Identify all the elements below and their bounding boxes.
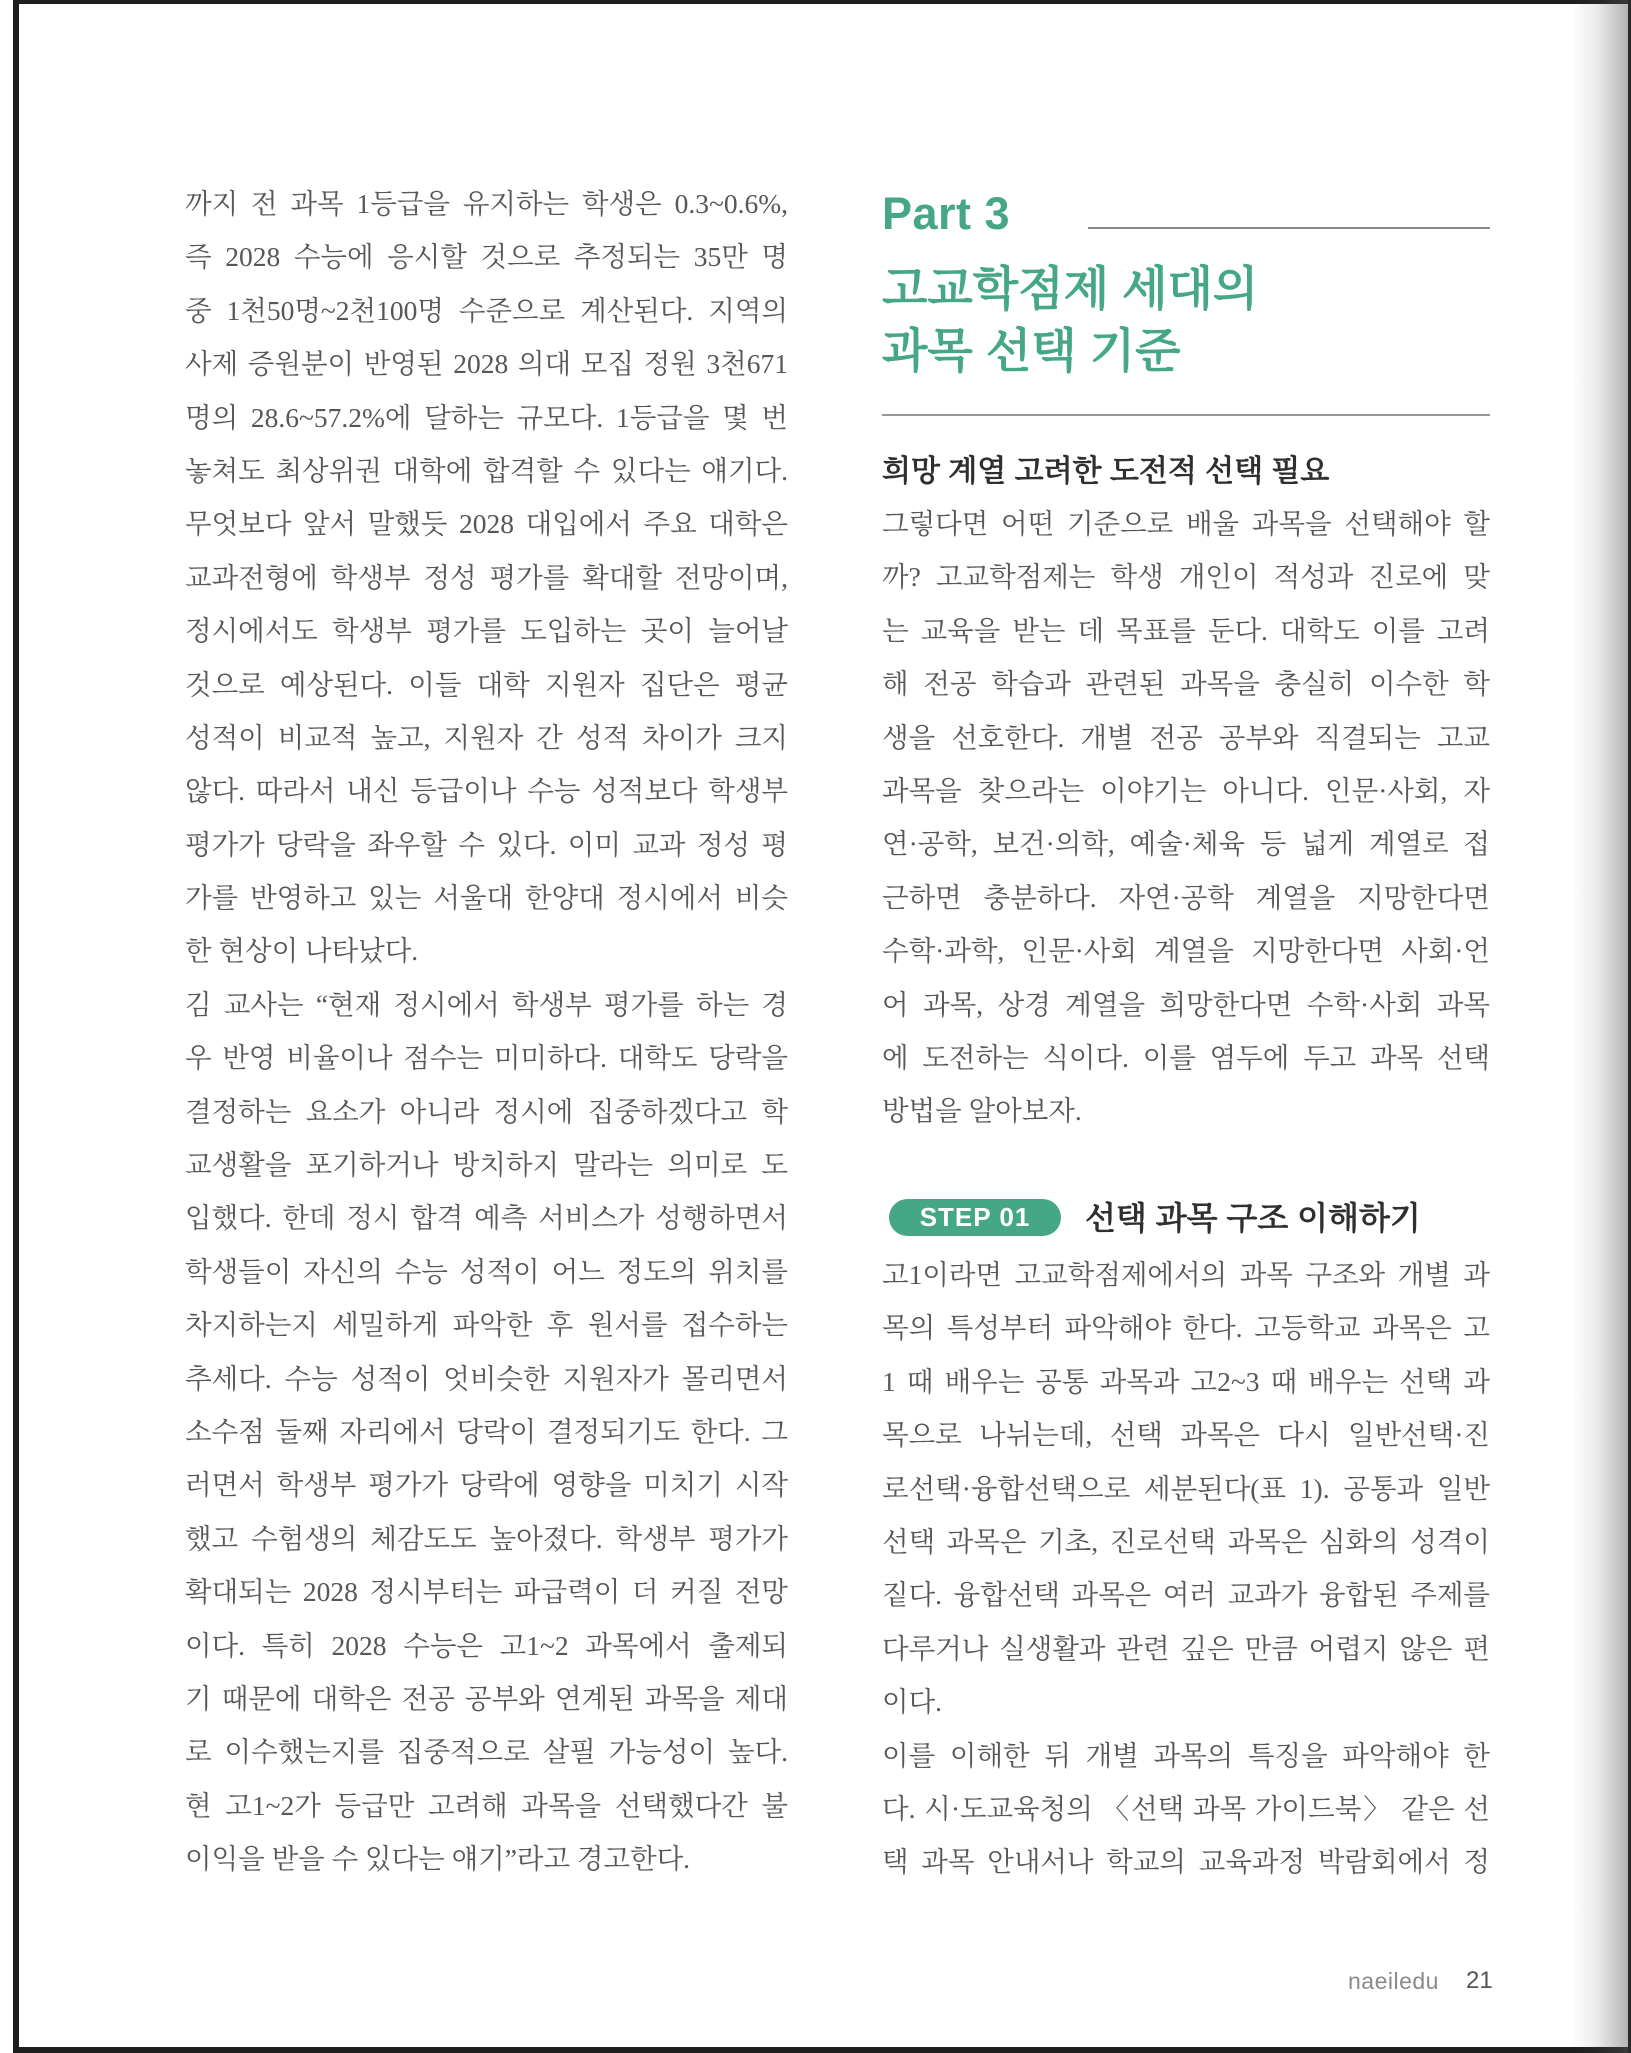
- text-line: 놓쳐도 최상위권 대학에 합격할 수 있다는 얘기다.: [185, 454, 788, 486]
- footer-page-number: 21: [1466, 1967, 1493, 1994]
- text-line: 생을 선호한다. 개별 전공 공부와 직결되는 고교: [882, 721, 1490, 753]
- text-line: 선택 과목은 기초, 진로선택 과목은 심화의 성격이: [882, 1525, 1490, 1557]
- step-badge: [889, 1199, 1061, 1236]
- text-line: 않다. 따라서 내신 등급이나 수능 성적보다 학생부: [185, 775, 788, 807]
- text-line: 그렇다면 어떤 기준으로 배울 과목을 선택해야 할: [882, 508, 1490, 539]
- text-line: 즉 2028 수능에 응시할 것으로 추정되는 35만 명: [185, 241, 788, 273]
- text-line: 명의 28.6~57.2%에 달하는 규모다. 1등급을 몇 번: [185, 401, 788, 433]
- step-heading: 선택 과목 구조 이해하기: [1085, 1200, 1421, 1236]
- text-line: 이를 이해한 뒤 개별 과목의 특징을 파악해야 한: [882, 1739, 1490, 1771]
- page-edge-shadow: [1572, 0, 1628, 2053]
- page-border-bottom: [13, 2047, 1631, 2053]
- text-line: 가를 반영하고 있는 서울대 한양대 정시에서 비슷: [185, 882, 788, 914]
- text-line: 학생들이 자신의 수능 성적이 어느 정도의 위치를: [185, 1255, 788, 1287]
- text-line: 추세다. 수능 성적이 엇비슷한 지원자가 몰리면서: [185, 1362, 788, 1394]
- text-line: 평가가 당락을 좌우할 수 있다. 이미 교과 정성 평: [185, 828, 788, 860]
- text-line: 우 반영 비율이나 점수는 미미하다. 대학도 당락을: [185, 1042, 788, 1074]
- text-line: 다. 시·도교육청의 〈선택 과목 가이드북〉 같은 선: [882, 1792, 1490, 1824]
- text-line: 는 교육을 받는 데 목표를 둔다. 대학도 이를 고려: [882, 614, 1490, 646]
- text-line: 것으로 예상된다. 이들 대학 지원자 집단은 평균: [185, 668, 788, 700]
- text-line: 확대되는 2028 정시부터는 파급력이 더 커질 전망: [185, 1576, 788, 1608]
- right-column-text-2: [882, 1248, 1490, 1889]
- step-badge-label: STEP 01: [919, 1202, 1031, 1232]
- text-line: 소수점 둘째 자리에서 당락이 결정되기도 한다. 그: [185, 1415, 788, 1447]
- text-line: 까지 전 과목 1등급을 유지하는 학생은 0.3~0.6%,: [185, 188, 788, 219]
- page-border-left: [13, 0, 19, 2053]
- text-line: 다루거나 실생활과 관련 깊은 만큼 어렵지 않은 편: [882, 1632, 1490, 1664]
- footer-brand: naeiledu: [1348, 1968, 1439, 1994]
- text-line: 고1이라면 고교학점제에서의 과목 구조와 개별 과: [882, 1259, 1490, 1290]
- text-line: 교생활을 포기하거나 방치하지 말라는 의미로 도: [185, 1149, 788, 1181]
- text-line: 성적이 비교적 높고, 지원자 간 성적 차이가 크지: [185, 721, 788, 753]
- text-line: 짙다. 융합선택 과목은 여러 교과가 융합된 주제를: [882, 1579, 1490, 1611]
- section-title: [882, 258, 1258, 382]
- text-line: 연·공학, 보건·의학, 예술·체육 등 넓게 계열로 접: [882, 828, 1490, 860]
- text-line: 목으로 나뉘는데, 선택 과목은 다시 일반선택·진: [882, 1419, 1490, 1451]
- left-column-text: [185, 177, 788, 1886]
- text-line: 현 고1~2가 등급만 고려해 과목을 선택했다간 불: [185, 1789, 788, 1821]
- text-line: 로선택·융합선택으로 세분된다(표 1). 공통과 일반: [882, 1472, 1490, 1504]
- text-line: 기 때문에 대학은 전공 공부와 연계된 과목을 제대: [185, 1682, 788, 1714]
- text-line: 목의 특성부터 파악해야 한다. 고등학교 과목은 고: [882, 1312, 1490, 1344]
- subheading: 희망 계열 고려한 도전적 선택 필요: [882, 455, 1330, 488]
- text-line: 이다. 특히 2028 수능은 고1~2 과목에서 출제되: [185, 1629, 788, 1661]
- text-line: 까? 고교학점제는 학생 개인이 적성과 진로에 맞: [882, 561, 1490, 593]
- text-line: 어 과목, 상경 계열을 희망한다면 수학·사회 과목: [882, 988, 1490, 1020]
- text-line: 에 도전하는 식이다. 이를 염두에 두고 과목 선택: [882, 1041, 1490, 1073]
- text-line: 입했다. 한데 정시 합격 예측 서비스가 성행하면서: [185, 1202, 788, 1234]
- text-line: 결정하는 요소가 아니라 정시에 집중하겠다고 학: [185, 1095, 788, 1127]
- part-label: Part 3: [882, 188, 1011, 239]
- text-line: 했고 수험생의 체감도도 높아졌다. 학생부 평가가: [185, 1522, 788, 1554]
- text-line: 해 전공 학습과 관련된 과목을 충실히 이수한 학: [882, 668, 1490, 700]
- text-line: 정시에서도 학생부 평가를 도입하는 곳이 늘어날: [185, 615, 788, 647]
- text-line: 수학·과학, 인문·사회 계열을 지망한다면 사회·언: [882, 935, 1490, 967]
- text-line: 근하면 충분하다. 자연·공학 계열을 지망한다면: [882, 881, 1490, 913]
- text-line: 무엇보다 앞서 말했듯 2028 대입에서 주요 대학은: [185, 508, 788, 540]
- text-line: 사제 증원분이 반영된 2028 의대 모집 정원 3천671: [185, 348, 788, 380]
- text-line: 로 이수했는지를 집중적으로 살필 가능성이 높다.: [185, 1736, 788, 1768]
- text-line: 이다.: [882, 1686, 943, 1718]
- text-line: 이익을 받을 수 있다는 얘기”라고 경고한다.: [185, 1843, 691, 1875]
- text-line: 택 과목 안내서나 학교의 교육과정 박람회에서 정: [882, 1846, 1490, 1878]
- text-line: 1 때 배우는 공통 과목과 고2~3 때 배우는 선택 과: [882, 1365, 1490, 1397]
- text-line: 차지하는지 세밀하게 파악한 후 원서를 접수하는: [185, 1309, 788, 1341]
- text-line: 중 1천50명~2천100명 수준으로 계산된다. 지역의: [185, 294, 788, 326]
- part-rule-line: [1088, 227, 1490, 229]
- text-line: 러면서 학생부 평가가 당락에 영향을 미치기 시작: [185, 1469, 788, 1501]
- section-title-line-2: 과목 선택 기준: [882, 324, 1181, 377]
- text-line: 교과전형에 학생부 정성 평가를 확대할 전망이며,: [185, 561, 788, 593]
- page-border-top: [13, 0, 1631, 4]
- right-column-text-1: [882, 497, 1490, 1138]
- text-line: 방법을 알아보자.: [882, 1095, 1082, 1127]
- text-line: 한 현상이 나타났다.: [185, 935, 419, 967]
- text-line: 과목을 찾으라는 이야기는 아니다. 인문·사회, 자: [882, 774, 1490, 806]
- section-title-line-1: 고교학점제 세대의: [882, 262, 1259, 315]
- title-rule-line: [882, 414, 1490, 416]
- text-line: 김 교사는 “현재 정시에서 학생부 평가를 하는 경: [185, 988, 788, 1020]
